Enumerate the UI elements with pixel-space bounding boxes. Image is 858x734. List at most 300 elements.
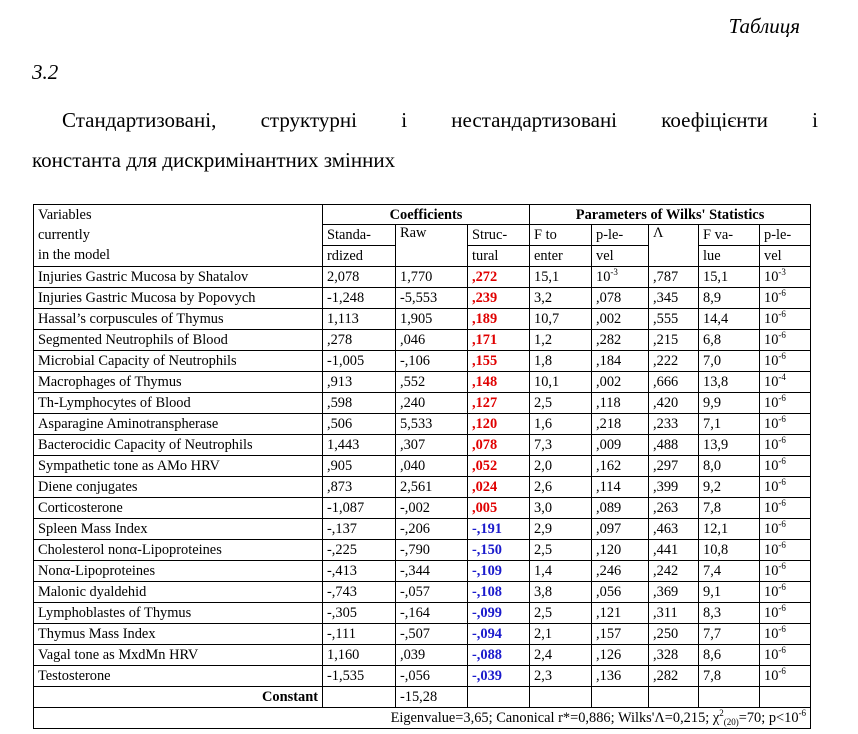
structural-cell	[468, 372, 530, 393]
table-row	[34, 456, 811, 477]
standardized-cell-text: -1,087	[327, 500, 365, 516]
p-level-cell	[592, 435, 649, 456]
standardized-cell-text: ,873	[327, 479, 353, 495]
structural-cell-text: ,239	[472, 290, 498, 306]
f-to-enter-cell	[530, 393, 592, 414]
f-to-enter-cell	[530, 330, 592, 351]
p-level2-cell	[760, 582, 811, 603]
lambda-cell-text: ,250	[653, 626, 679, 642]
variable-name-text: Lymphoblastes of Thymus	[38, 605, 192, 621]
structural-cell	[468, 624, 530, 645]
structural-cell-text: ,171	[472, 332, 498, 348]
p-level2-cell-text: 10	[764, 668, 779, 684]
f-to-enter-cell	[530, 372, 592, 393]
variable-name	[34, 624, 323, 645]
p-level2-cell-text: 10	[764, 479, 779, 495]
standardized-cell	[323, 435, 396, 456]
raw-cell	[396, 645, 468, 666]
structural-cell-text: ,148	[472, 374, 498, 390]
f-value-cell	[699, 393, 760, 414]
p-level2-cell	[760, 519, 811, 540]
constant-empty-p	[592, 687, 649, 708]
f-to-enter-cell-text: 7,3	[534, 437, 553, 453]
table-title-line-1: Стандартизовані, структурні і нестандартизовані коефіцієнти і	[62, 108, 818, 132]
f-to-enter-cell	[530, 414, 592, 435]
p-level-cell-text: ,120	[596, 542, 622, 558]
structural-cell	[468, 309, 530, 330]
p-level-cell	[592, 498, 649, 519]
header-f-to-enter-2: enter	[530, 246, 592, 267]
header-variables-line-2: currently	[38, 227, 90, 243]
p-level2-cell-exponent: -6	[778, 330, 786, 340]
f-to-enter-cell-text: 2,0	[534, 458, 553, 474]
table-row	[34, 666, 811, 687]
variable-name-text: Thymus Mass Index	[38, 626, 156, 642]
f-value-cell-text: 7,7	[703, 626, 722, 642]
variable-name-text: Asparagine Aminotranspherase	[38, 416, 219, 432]
lambda-cell-text: ,263	[653, 500, 679, 516]
raw-cell-text: 2,561	[400, 479, 433, 495]
structural-cell-text: ,155	[472, 353, 498, 369]
f-value-cell	[699, 582, 760, 603]
header-wilks: Parameters of Wilks' Statistics	[530, 205, 811, 225]
standardized-cell	[323, 498, 396, 519]
f-to-enter-cell	[530, 435, 592, 456]
p-level-cell-text: ,126	[596, 647, 622, 663]
f-to-enter-cell	[530, 561, 592, 582]
lambda-cell-text: ,441	[653, 542, 679, 558]
standardized-cell-text: -,305	[327, 605, 357, 621]
header-structural-2: tural	[468, 246, 530, 267]
f-value-cell	[699, 540, 760, 561]
structural-cell	[468, 477, 530, 498]
structural-cell	[468, 582, 530, 603]
standardized-cell-text: 2,078	[327, 269, 360, 285]
lambda-cell	[649, 435, 699, 456]
p-level-cell	[592, 666, 649, 687]
variable-name	[34, 477, 323, 498]
p-level2-cell	[760, 267, 811, 288]
standardized-cell	[323, 414, 396, 435]
raw-cell	[396, 624, 468, 645]
p-level2-cell-exponent: -6	[778, 288, 786, 298]
constant-value: -15,28	[396, 687, 468, 708]
p-level2-cell-text: 10	[764, 584, 779, 600]
raw-cell	[396, 267, 468, 288]
p-level-cell	[592, 309, 649, 330]
f-value-cell-text: 13,9	[703, 437, 729, 453]
f-to-enter-cell-text: 2,1	[534, 626, 553, 642]
variable-name-text: Th-Lymphocytes of Blood	[38, 395, 191, 411]
structural-cell-text: ,189	[472, 311, 498, 327]
p-level2-cell-text: 10	[764, 353, 779, 369]
table-row	[34, 330, 811, 351]
p-level2-cell	[760, 624, 811, 645]
standardized-cell	[323, 624, 396, 645]
f-to-enter-cell	[530, 498, 592, 519]
lambda-cell-text: ,399	[653, 479, 679, 495]
p-level-cell-text: ,246	[596, 563, 622, 579]
p-level-cell-text: ,114	[596, 479, 621, 495]
structural-cell	[468, 330, 530, 351]
f-to-enter-cell-text: 1,4	[534, 563, 553, 579]
header-p-level-2: vel	[592, 246, 649, 267]
f-value-cell-text: 8,3	[703, 605, 722, 621]
p-level2-cell	[760, 393, 811, 414]
variable-name-text: Macrophages of Thymus	[38, 374, 182, 390]
f-value-cell-text: 8,0	[703, 458, 722, 474]
p-level2-cell-exponent: -6	[778, 477, 786, 487]
structural-cell-text: -,108	[472, 584, 502, 600]
footer-chi-sup: 2	[719, 708, 724, 718]
f-to-enter-cell-text: 1,2	[534, 332, 553, 348]
lambda-cell-text: ,297	[653, 458, 679, 474]
raw-cell	[396, 498, 468, 519]
standardized-cell-text: ,278	[327, 332, 353, 348]
lambda-cell	[649, 498, 699, 519]
table-row	[34, 498, 811, 519]
f-value-cell-text: 8,6	[703, 647, 722, 663]
f-value-cell	[699, 456, 760, 477]
raw-cell-text: -,002	[400, 500, 430, 516]
lambda-cell-text: ,328	[653, 647, 679, 663]
structural-cell-text: ,052	[472, 458, 498, 474]
variable-name-text: Segmented Neutrophils of Blood	[38, 332, 228, 348]
p-level2-cell-text: 10	[764, 521, 779, 537]
p-level2-cell-exponent: -6	[778, 498, 786, 508]
variable-name-text: Sympathetic tone as AMo HRV	[38, 458, 220, 474]
table-row	[34, 435, 811, 456]
constant-empty-f	[530, 687, 592, 708]
table-row	[34, 582, 811, 603]
structural-cell-text: ,005	[472, 500, 498, 516]
table-row	[34, 603, 811, 624]
table-row	[34, 540, 811, 561]
lambda-cell-text: ,282	[653, 668, 679, 684]
lambda-cell-text: ,345	[653, 290, 679, 306]
f-to-enter-cell	[530, 351, 592, 372]
p-level2-cell-exponent: -3	[778, 267, 786, 277]
p-level2-cell	[760, 330, 811, 351]
lambda-cell	[649, 561, 699, 582]
raw-cell-text: -,106	[400, 353, 430, 369]
raw-cell	[396, 414, 468, 435]
f-value-cell-text: 9,9	[703, 395, 722, 411]
raw-cell-text: -,507	[400, 626, 430, 642]
raw-cell-text: -5,553	[400, 290, 438, 306]
standardized-cell-text: 1,160	[327, 647, 360, 663]
structural-cell	[468, 561, 530, 582]
structural-cell	[468, 393, 530, 414]
structural-cell-text: -,039	[472, 668, 502, 684]
raw-cell-text: ,039	[400, 647, 426, 663]
table-row	[34, 372, 811, 393]
table-caption-number: 3.2	[32, 60, 59, 84]
standardized-cell-text: 1,113	[327, 311, 359, 327]
variable-name-text: Microbial Capacity of Neutrophils	[38, 353, 237, 369]
f-to-enter-cell	[530, 456, 592, 477]
p-level-cell	[592, 456, 649, 477]
standardized-cell	[323, 477, 396, 498]
variable-name	[34, 603, 323, 624]
structural-cell	[468, 498, 530, 519]
standardized-cell-text: 1,443	[327, 437, 360, 453]
p-level2-cell	[760, 456, 811, 477]
lambda-cell	[649, 540, 699, 561]
constant-label: Constant	[34, 687, 323, 708]
f-to-enter-cell-text: 15,1	[534, 269, 560, 285]
p-level-cell-text: ,118	[596, 395, 621, 411]
table-row	[34, 645, 811, 666]
f-to-enter-cell	[530, 309, 592, 330]
variable-name-text: Injuries Gastric Mucosa by Shatalov	[38, 269, 249, 285]
variable-name	[34, 435, 323, 456]
f-value-cell-text: 7,0	[703, 353, 722, 369]
p-level-cell	[592, 393, 649, 414]
f-value-cell-text: 7,1	[703, 416, 722, 432]
p-level-cell-exponent: -3	[610, 267, 618, 277]
f-to-enter-cell-text: 2,4	[534, 647, 553, 663]
p-level-cell-text: ,157	[596, 626, 622, 642]
variable-name	[34, 309, 323, 330]
p-level2-cell-exponent: -6	[778, 519, 786, 529]
p-level-cell-text: ,078	[596, 290, 622, 306]
p-level-cell-text: ,097	[596, 521, 622, 537]
structural-cell	[468, 666, 530, 687]
p-level2-cell-exponent: -6	[778, 435, 786, 445]
raw-cell-text: 5,533	[400, 416, 433, 432]
raw-cell	[396, 456, 468, 477]
coefficients-table	[33, 204, 811, 729]
structural-cell-text: -,094	[472, 626, 502, 642]
lambda-cell	[649, 624, 699, 645]
variable-name	[34, 582, 323, 603]
lambda-cell-text: ,666	[653, 374, 679, 390]
footer-row	[34, 708, 811, 729]
footer-text-b: =70; p<10	[738, 710, 799, 726]
table-row	[34, 477, 811, 498]
p-level2-cell	[760, 477, 811, 498]
p-level-cell-text: ,282	[596, 332, 622, 348]
table-row	[34, 309, 811, 330]
p-level2-cell-exponent: -6	[778, 582, 786, 592]
constant-empty-fval	[699, 687, 760, 708]
p-level-cell-text: ,184	[596, 353, 622, 369]
header-standardized-2: rdized	[323, 246, 396, 267]
variable-name	[34, 498, 323, 519]
standardized-cell-text: ,506	[327, 416, 353, 432]
f-value-cell-text: 10,8	[703, 542, 729, 558]
variable-name-text: Hassal’s corpuscules of Thymus	[38, 311, 224, 327]
header-p-level-1: p-le-	[592, 225, 649, 246]
raw-cell-text: ,040	[400, 458, 426, 474]
p-level2-cell-text: 10	[764, 311, 779, 327]
p-level2-cell	[760, 561, 811, 582]
structural-cell-text: -,191	[472, 521, 502, 537]
p-level-cell	[592, 603, 649, 624]
variable-name	[34, 540, 323, 561]
p-level2-cell	[760, 645, 811, 666]
lambda-cell	[649, 309, 699, 330]
raw-cell-text: 1,770	[400, 269, 433, 285]
f-to-enter-cell-text: 3,8	[534, 584, 553, 600]
table-row	[34, 288, 811, 309]
p-level-cell	[592, 561, 649, 582]
lambda-cell	[649, 477, 699, 498]
variable-name-text: Diene conjugates	[38, 479, 138, 495]
structural-cell	[468, 456, 530, 477]
p-level-cell-text: ,121	[596, 605, 622, 621]
f-value-cell	[699, 309, 760, 330]
lambda-cell	[649, 414, 699, 435]
lambda-cell	[649, 582, 699, 603]
structural-cell-text: ,078	[472, 437, 498, 453]
p-level2-cell-text: 10	[764, 269, 779, 285]
lambda-cell	[649, 393, 699, 414]
raw-cell-text: 1,905	[400, 311, 433, 327]
header-variables	[34, 205, 323, 267]
variable-name-text: Cholesterol nonα-Lipoproteines	[38, 542, 222, 558]
p-level2-cell-exponent: -6	[778, 603, 786, 613]
p-level-cell	[592, 477, 649, 498]
table-row	[34, 393, 811, 414]
p-level-cell	[592, 414, 649, 435]
p-level2-cell-text: 10	[764, 332, 779, 348]
p-level-cell	[592, 288, 649, 309]
variable-name	[34, 372, 323, 393]
header-p-level2-2: vel	[760, 246, 811, 267]
lambda-cell-text: ,311	[653, 605, 678, 621]
variable-name	[34, 456, 323, 477]
p-level2-cell-exponent: -4	[778, 372, 786, 382]
raw-cell-text: -,164	[400, 605, 430, 621]
variable-name	[34, 519, 323, 540]
p-level-cell	[592, 540, 649, 561]
standardized-cell	[323, 372, 396, 393]
f-value-cell	[699, 624, 760, 645]
p-level2-cell-exponent: -6	[778, 414, 786, 424]
variable-name-text: Bacterocidic Capacity of Neutrophils	[38, 437, 253, 453]
structural-cell-text: -,109	[472, 563, 502, 579]
lambda-cell-text: ,369	[653, 584, 679, 600]
raw-cell	[396, 372, 468, 393]
standardized-cell	[323, 309, 396, 330]
raw-cell	[396, 393, 468, 414]
lambda-cell-text: ,215	[653, 332, 679, 348]
statistics-footer	[34, 708, 811, 729]
standardized-cell-text: -1,535	[327, 668, 365, 684]
raw-cell-text: ,240	[400, 395, 426, 411]
f-value-cell-text: 14,4	[703, 311, 729, 327]
f-value-cell-text: 12,1	[703, 521, 729, 537]
structural-cell-text: ,024	[472, 479, 498, 495]
p-level-cell-text: ,136	[596, 668, 622, 684]
table-row	[34, 519, 811, 540]
variable-name	[34, 267, 323, 288]
p-level2-cell-exponent: -6	[778, 393, 786, 403]
header-p-level2-1: p-le-	[760, 225, 811, 246]
p-level2-cell-exponent: -6	[778, 624, 786, 634]
f-value-cell-text: 15,1	[703, 269, 729, 285]
f-value-cell	[699, 498, 760, 519]
standardized-cell	[323, 351, 396, 372]
f-to-enter-cell-text: 2,6	[534, 479, 553, 495]
structural-cell	[468, 288, 530, 309]
header-variables-line-1: Variables	[38, 207, 92, 223]
constant-empty-p2	[760, 687, 811, 708]
raw-cell	[396, 435, 468, 456]
constant-empty-std	[323, 687, 396, 708]
f-to-enter-cell-text: 1,6	[534, 416, 553, 432]
p-level2-cell-exponent: -6	[778, 309, 786, 319]
p-level2-cell-exponent: -6	[778, 645, 786, 655]
f-value-cell	[699, 645, 760, 666]
structural-cell	[468, 519, 530, 540]
p-level2-cell-text: 10	[764, 563, 779, 579]
f-to-enter-cell	[530, 624, 592, 645]
f-value-cell	[699, 666, 760, 687]
p-level2-cell	[760, 288, 811, 309]
structural-cell-text: ,127	[472, 395, 498, 411]
f-to-enter-cell	[530, 288, 592, 309]
f-value-cell-text: 8,9	[703, 290, 722, 306]
raw-cell-text: -,056	[400, 668, 430, 684]
standardized-cell	[323, 456, 396, 477]
p-level2-cell	[760, 435, 811, 456]
standardized-cell-text: -,413	[327, 563, 357, 579]
f-to-enter-cell-text: 1,8	[534, 353, 553, 369]
standardized-cell	[323, 288, 396, 309]
p-level2-cell-exponent: -6	[778, 351, 786, 361]
p-level-cell	[592, 645, 649, 666]
standardized-cell	[323, 666, 396, 687]
variable-name-text: Malonic dyaldehid	[38, 584, 147, 600]
p-level2-cell-exponent: -6	[778, 561, 786, 571]
f-to-enter-cell	[530, 540, 592, 561]
f-value-cell	[699, 435, 760, 456]
p-level-cell-text: ,056	[596, 584, 622, 600]
constant-empty-lambda	[649, 687, 699, 708]
p-level2-cell-text: 10	[764, 605, 779, 621]
lambda-cell-text: ,787	[653, 269, 679, 285]
f-value-cell-text: 6,8	[703, 332, 722, 348]
lambda-cell	[649, 666, 699, 687]
variable-name	[34, 666, 323, 687]
f-to-enter-cell-text: 2,3	[534, 668, 553, 684]
table-row	[34, 267, 811, 288]
structural-cell-text: -,150	[472, 542, 502, 558]
lambda-cell-text: ,233	[653, 416, 679, 432]
f-to-enter-cell	[530, 603, 592, 624]
header-f-value-2: lue	[699, 246, 760, 267]
standardized-cell	[323, 561, 396, 582]
f-value-cell	[699, 561, 760, 582]
lambda-cell-text: ,242	[653, 563, 679, 579]
f-value-cell	[699, 414, 760, 435]
p-level2-cell-text: 10	[764, 542, 779, 558]
standardized-cell	[323, 330, 396, 351]
p-level2-cell	[760, 498, 811, 519]
f-value-cell-text: 9,2	[703, 479, 722, 495]
structural-cell	[468, 351, 530, 372]
f-to-enter-cell	[530, 666, 592, 687]
raw-cell	[396, 288, 468, 309]
lambda-cell	[649, 330, 699, 351]
structural-cell-text: -,099	[472, 605, 502, 621]
p-level2-cell	[760, 603, 811, 624]
variable-name	[34, 330, 323, 351]
f-to-enter-cell-text: 2,5	[534, 605, 553, 621]
